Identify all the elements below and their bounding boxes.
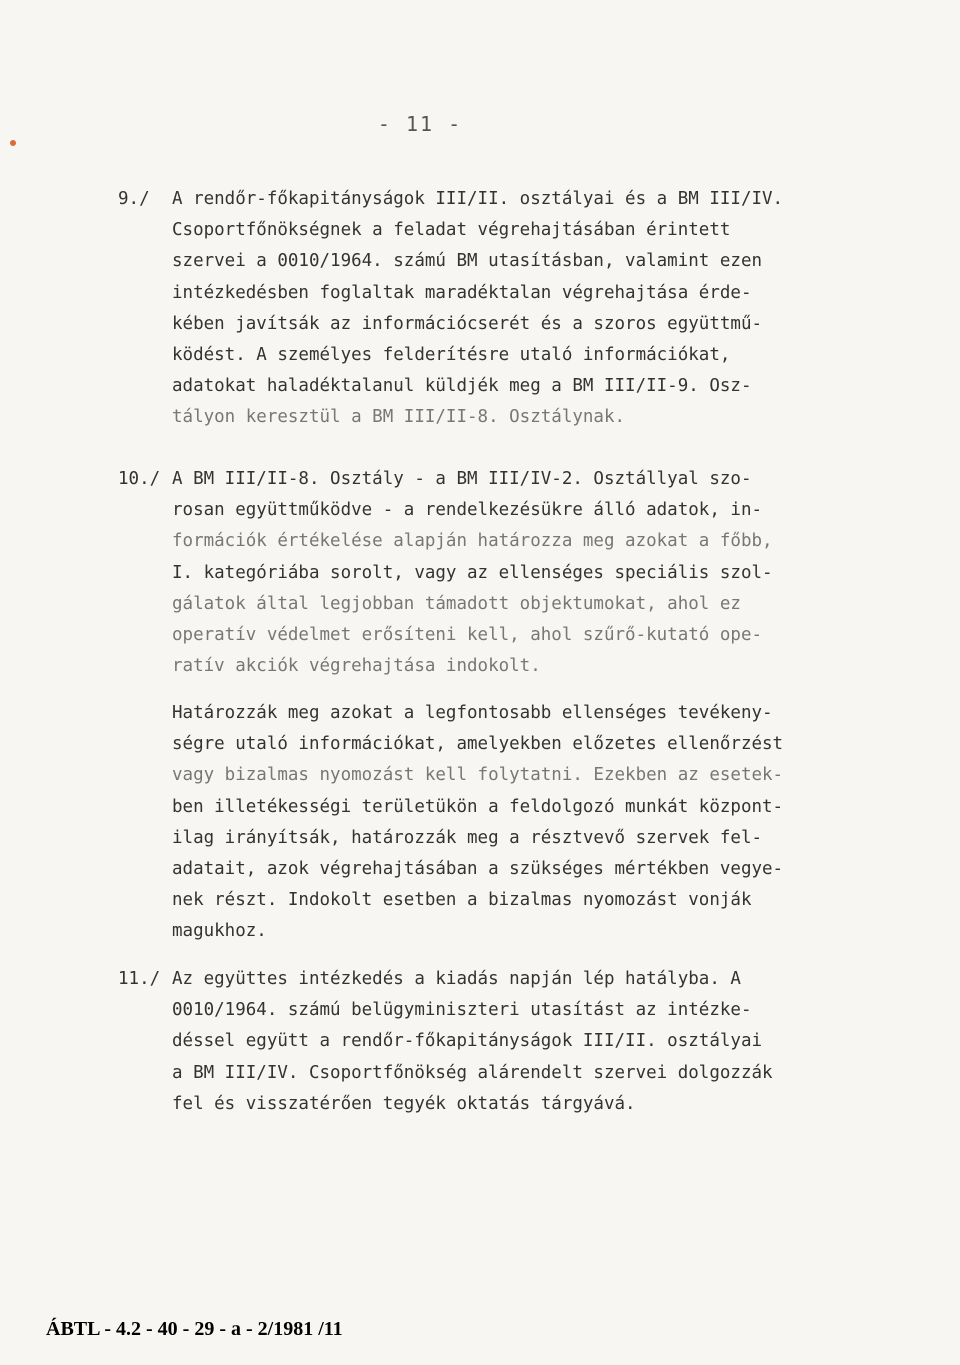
margin-mark xyxy=(10,140,16,146)
text-line: rosan együttműködve - a rendelkezésükre álló adatok, in- xyxy=(172,500,763,521)
text-line: ben illetékességi területükön a feldolgozó munkát központ- xyxy=(172,796,784,817)
text-line: ködést. A személyes felderítésre utaló információkat, xyxy=(172,345,731,366)
text-line: ilag irányítsák, határozzák meg a résztvevő szervek fel- xyxy=(172,827,763,848)
text-line: A BM III/II-8. Osztály - a BM III/IV-2. Osztállyal szo- xyxy=(172,469,752,489)
text-line: déssel együtt a rendőr-főkapitányságok III/II. osztályai xyxy=(172,1031,763,1052)
paragraph-9 xyxy=(118,184,862,434)
paragraph-number: 9./ xyxy=(118,189,150,209)
text-line: tályon keresztül a BM III/II-8. Osztálynak. xyxy=(172,407,626,428)
paragraph-10 xyxy=(118,464,862,682)
text-line: Csoportfőnökségnek a feladat végrehajtásában érintett xyxy=(172,220,731,241)
text-line: intézkedésben foglaltak maradéktalan végrehajtása érde- xyxy=(172,282,752,303)
text-line: vagy bizalmas nyomozást kell folytatni. Ezekben az esetek- xyxy=(172,765,784,786)
text-line: A rendőr-főkapitányságok III/II. osztályai és a BM III/IV. xyxy=(172,189,784,209)
text-line: kében javítsák az információcserét és a szoros együttmű- xyxy=(172,313,763,334)
text-line: gálatok által legjobban támadott objektumokat, ahol ez xyxy=(172,593,741,614)
text-line: szervei a 0010/1964. számú BM utasításban, valamint ezen xyxy=(172,251,763,272)
archive-reference: ÁBTL - 4.2 - 40 - 29 - a - 2/1981 /11 xyxy=(46,1318,343,1340)
text-line: nek részt. Indokolt esetben a bizalmas nyomozást vonják xyxy=(172,890,752,911)
text-line: adatait, azok végrehajtásában a szükséges mértékben vegye- xyxy=(172,859,784,880)
paragraph-number: 10./ xyxy=(118,469,161,489)
paragraph-number: 11./ xyxy=(118,969,161,989)
text-line: 0010/1964. számú belügyminiszteri utasítást az intézke- xyxy=(172,1000,752,1021)
text-line: I. kategóriába sorolt, vagy az ellenséges speciális szol- xyxy=(172,562,773,583)
paragraph-determination xyxy=(172,698,862,948)
text-line: fel és visszatérően tegyék oktatás tárgyává. xyxy=(172,1093,636,1114)
page-number: - 11 - xyxy=(377,112,463,136)
text-line: ratív akciók végrehajtása indokolt. xyxy=(172,656,541,677)
text-line: a BM III/IV. Csoportfőnökség alárendelt szervei dolgozzák xyxy=(172,1062,773,1083)
text-line: operatív védelmet erősíteni kell, ahol szűrő-kutató ope- xyxy=(172,625,763,646)
text-line: magukhoz. xyxy=(172,921,267,942)
text-line: adatokat haladéktalanul küldjék meg a BM III/II-9. Osz- xyxy=(172,376,752,397)
text-line: Határozzák meg azokat a legfontosabb ellenséges tevékeny- xyxy=(172,703,773,723)
text-line: Az együttes intézkedés a kiadás napján lép hatályba. A xyxy=(172,969,741,989)
text-line: ségre utaló információkat, amelyekben előzetes ellenőrzést xyxy=(172,734,784,755)
text-line: formációk értékelése alapján határozza meg azokat a főbb, xyxy=(172,531,773,552)
paragraph-11 xyxy=(118,964,862,1120)
